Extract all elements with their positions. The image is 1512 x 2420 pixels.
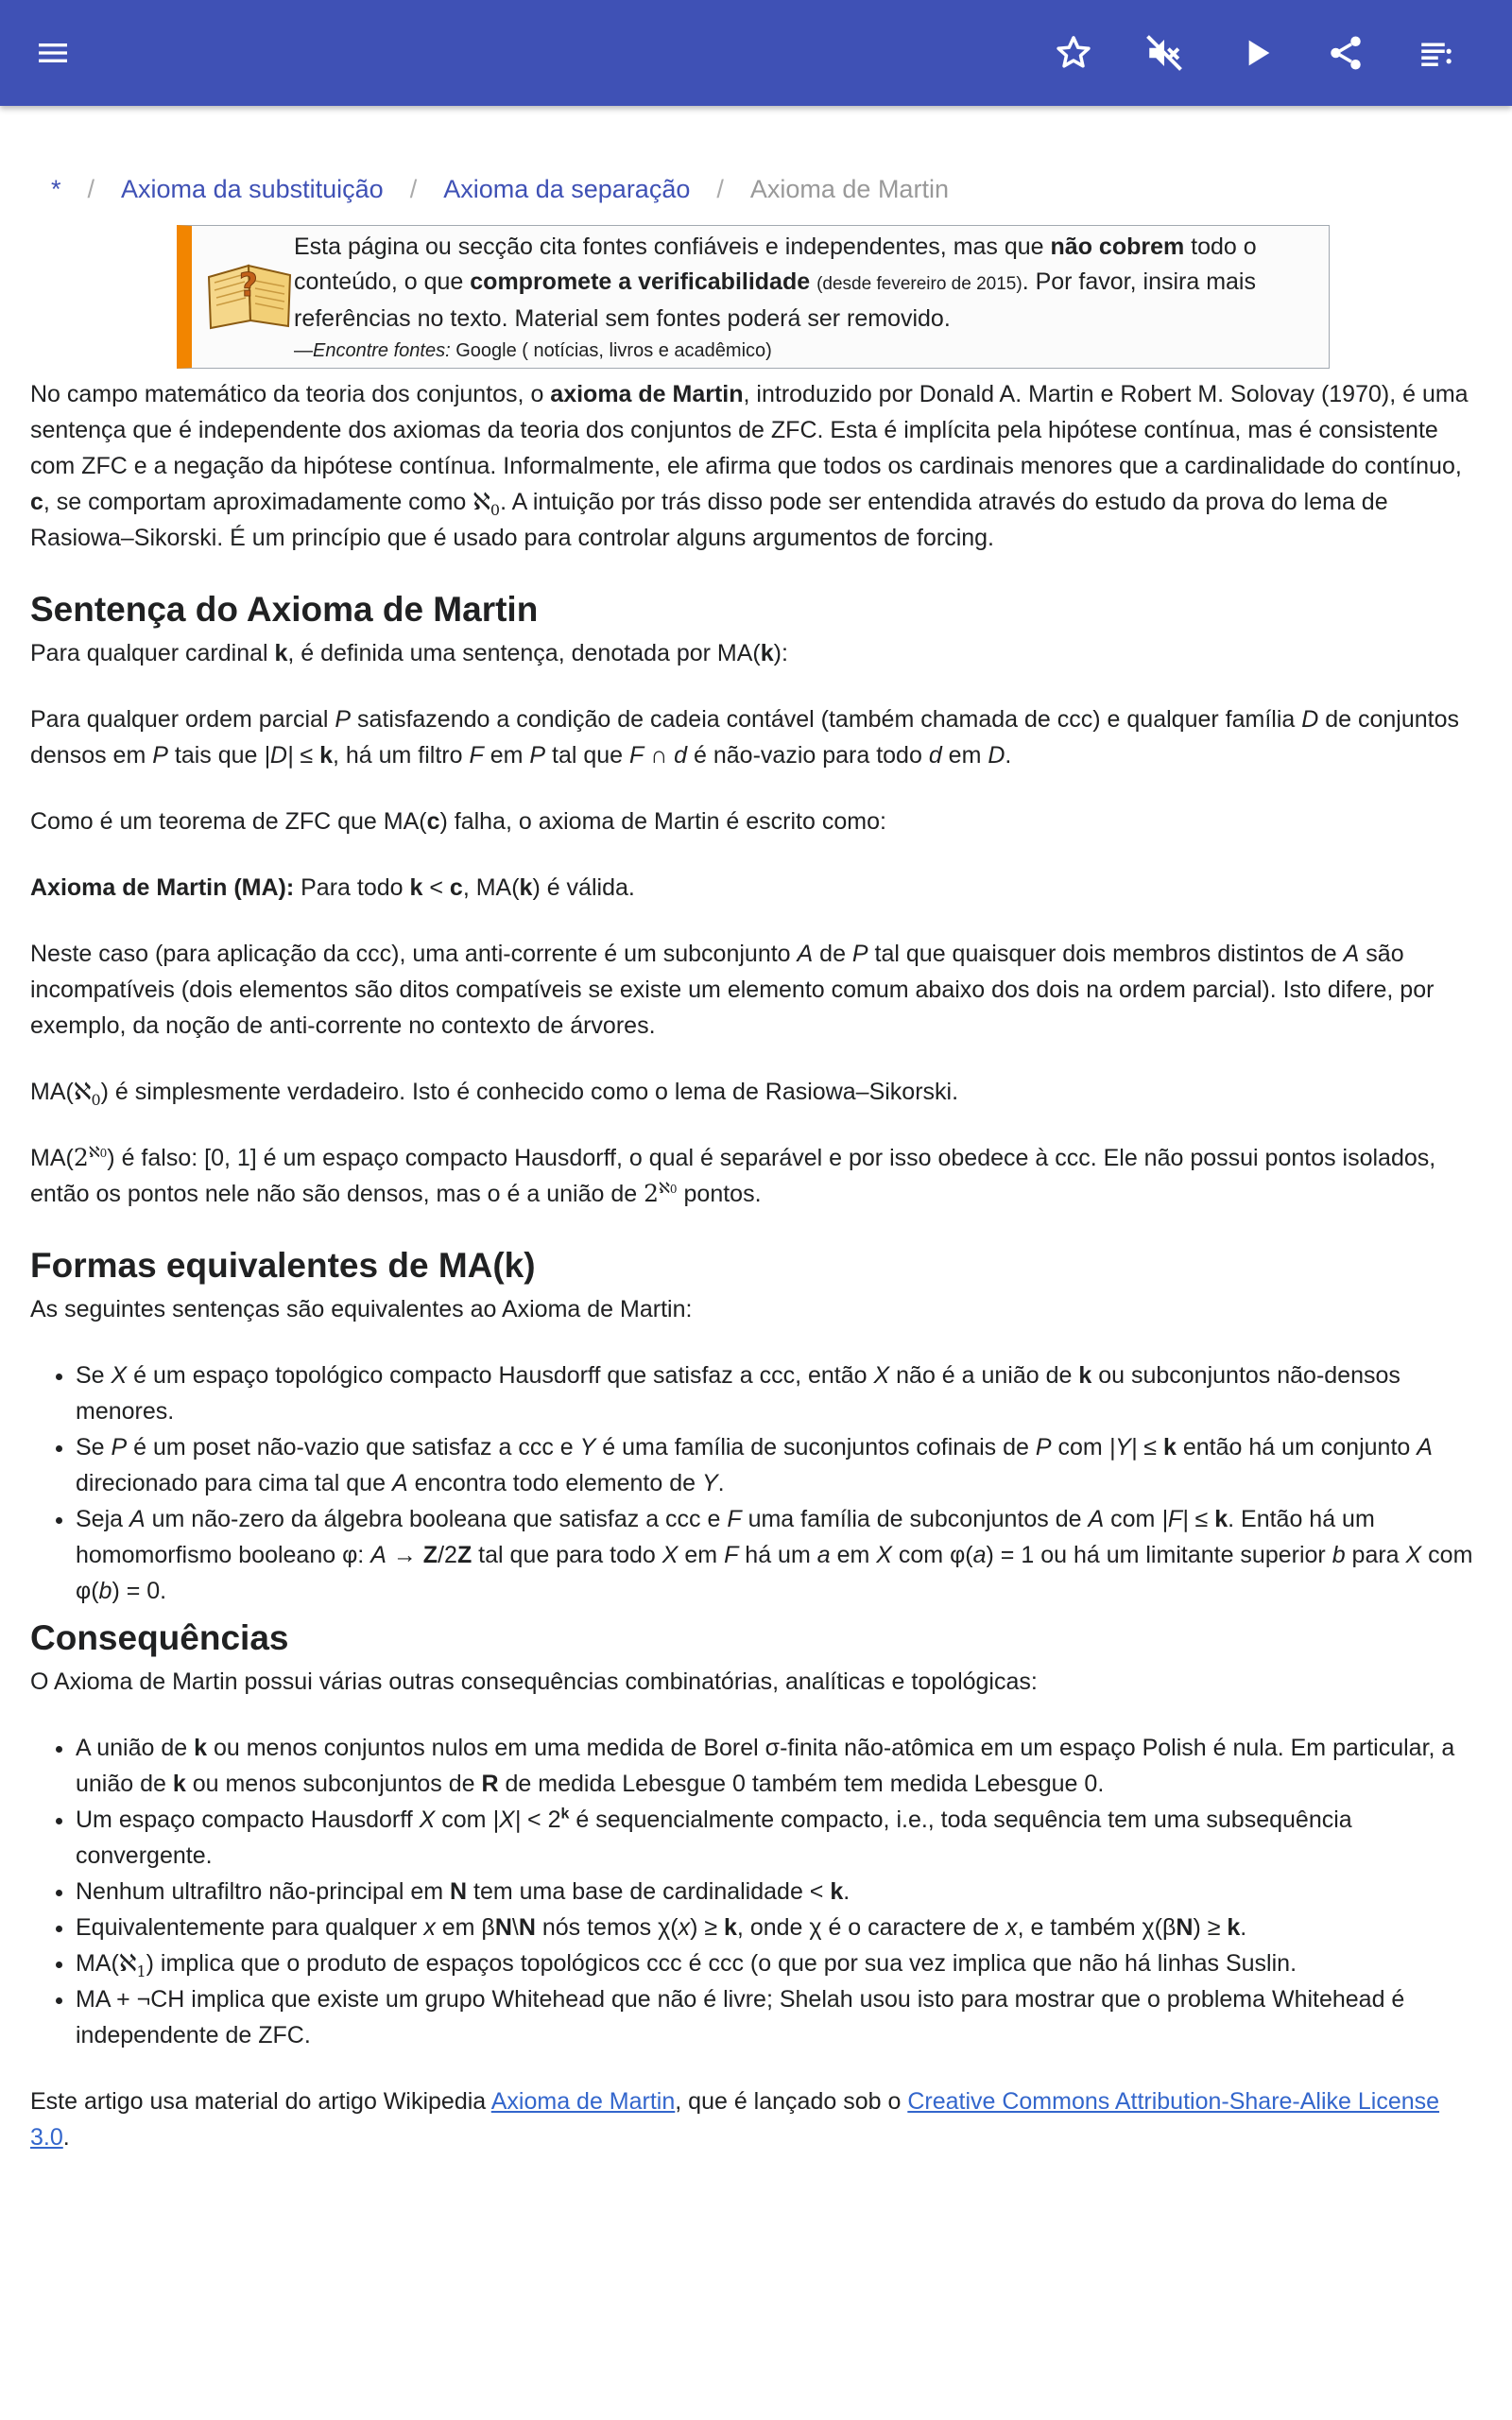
breadcrumb: * / Axioma da substituição / Axioma da separação / Axioma de Martin bbox=[51, 175, 949, 203]
list-item: • Se X é um espaço topológico compacto Hausdorff que satisfaz a ccc, então X não é a união de k ou subconjuntos não-densos menores. bbox=[76, 1357, 1482, 1429]
list-item: • Se P é um poset não-vazio que satisfaz a ccc e Y é uma família de suconjuntos cofinais de P com |Y| ≤ k então há um conjunto A direcionado para cima tal que A encontra todo elemento de Y. bbox=[76, 1429, 1482, 1501]
intro-paragraph: No campo matemático da teoria dos conjuntos, o axioma de Martin, introduzido por Donald A. Martin e Robert M. Solovay (1970), é uma sentença que é independente dos axiomas da teoria dos conjuntos de ZFC. Esta é implícita pela hipótese contínua, mas é consistente com ZFC e a negação da hipótese contínua. Informalmente, ele afirma que todos os cardinais menores que a cardinalidade do contínuo, c, se comportam aproximadamente como ℵ$_0$. A intuição por trás disso pode ser entendida através do estudo da prova do lema de Rasiowa–Sikorski. É um princípio que é usado para controlar alguns argumentos de forcing. bbox=[30, 381, 1469, 551]
notice-text: Esta página ou secção cita fontes confiáveis e independentes, mas que não cobrem todo o conteúdo, o que compromete a verificabilidade (desde fevereiro de 2015). Por favor, insira mais referências no texto. Material sem fontes poderá ser removido. —Encontre fontes: Google ( notícias, livros e acadêmico) bbox=[294, 230, 1324, 365]
sources-links[interactable]: Google ( notícias, livros e acadêmico) bbox=[455, 340, 772, 361]
section-heading-formas: Formas equivalentes de MA(k) bbox=[30, 1246, 536, 1285]
paragraph: Como é um teorema de ZFC que MA(c) falha, o axioma de Martin é escrito como: bbox=[30, 808, 886, 835]
list-item: • Seja A um não-zero da álgebra booleana que satisfaz a ccc e F uma família de subconjuntos de A com |F| ≤ k. Então há um homomorfismo booleano φ: A → Z/2Z tal que para todo X em F há um a em X com φ(a) = 1 ou há um limitante superior b para X com φ(b) = 0. bbox=[76, 1501, 1482, 1609]
sources-notice-box bbox=[177, 225, 1330, 369]
menu-icon[interactable] bbox=[25, 25, 81, 81]
list-item: • A união de k ou menos conjuntos nulos em uma medida de Borel σ-finita não-atômica em um espaço Polish é nula. Em particular, a união de k ou menos subconjuntos de R de medida Lebesgue 0 também tem medida Lebesgue 0. bbox=[76, 1730, 1482, 1802]
paragraph: Para qualquer cardinal k, é definida uma sentença, denotada por MA(k): bbox=[30, 640, 788, 666]
section-heading-consequencias: Consequências bbox=[30, 1618, 289, 1657]
breadcrumb-item-separacao[interactable]: Axioma da separação bbox=[443, 175, 691, 203]
list-item: • MA(ℵ$_1$) implica que o produto de espaços topológicos ccc é ccc (o que por sua vez implica que não há linhas Suslin. bbox=[76, 1945, 1482, 1981]
list-item: • MA + ¬CH implica que existe um grupo Whitehead que não é livre; Shelah usou isto para mostrar que o problema Whitehead é independente de ZFC. bbox=[76, 1981, 1482, 2053]
list-item: • Um espaço compacto Hausdorff X com $|X| < 2^k$ é sequencialmente compacto, i.e., toda sequência tem uma subsequência convergente. bbox=[76, 1802, 1482, 1874]
share-icon[interactable] bbox=[1317, 25, 1374, 81]
paragraph: Neste caso (para aplicação da ccc), uma anti-corrente é um subconjunto A de P tal que quaisquer dois membros distintos de A são incompatíveis (dois elementos são ditos compatíveis se existe um elemento comum abaixo dos dois na ordem parcial). Isto difere, por exemplo, da noção de anti-corrente no contexto de árvores. bbox=[30, 941, 1435, 1039]
app-toolbar bbox=[0, 0, 1512, 106]
equivalent-forms-list bbox=[30, 1357, 1482, 1609]
find-sources: —Encontre fontes: Google ( notícias, livros e acadêmico) bbox=[294, 340, 772, 361]
star-icon[interactable] bbox=[1045, 25, 1102, 81]
paragraph: $MA(2^{ℵ0})$ é falso: [0, 1] é um espaço compacto Hausdorff, o qual é separável e por isso obedece à ccc. Ele não possui pontos isolados, então os pontos nele não são densos, mas o é a união de $2^{ℵ0}$ pontos. bbox=[30, 1142, 1436, 1207]
paragraph: As seguintes sentenças são equivalentes ao Axioma de Martin: bbox=[30, 1296, 693, 1322]
list-item: • Nenhum ultrafiltro não-principal em N tem uma base de cardinalidade < k. bbox=[76, 1874, 1482, 1910]
consequences-list bbox=[30, 1730, 1482, 2053]
list-item: • Equivalentemente para qualquer x em βN\N nós temos χ(x) ≥ k, onde χ é o caractere de x, e também χ(βN) ≥ k. bbox=[76, 1910, 1482, 1945]
source-article-link[interactable]: Axioma de Martin bbox=[490, 2088, 676, 2115]
paragraph: MA(ℵ$_0$) é simplesmente verdadeiro. Isto é conhecido como o lema de Rasiowa–Sikorski. bbox=[30, 1078, 959, 1109]
svg-text:?: ? bbox=[239, 267, 258, 304]
paragraph: Axioma de Martin (MA): Para todo k < c, MA(k) é válida. bbox=[30, 874, 635, 901]
play-icon[interactable] bbox=[1228, 25, 1285, 81]
license-footer: Este artigo usa material do artigo Wikipedia Axioma de Martin, que é lançado sob o Creative Commons Attribution-Share-Alike License 3.0. bbox=[30, 2088, 1440, 2151]
section-heading-sentenca: Sentença do Axioma de Martin bbox=[30, 590, 539, 629]
book-question-icon bbox=[205, 258, 296, 330]
breadcrumb-item-substituicao[interactable]: Axioma da substituição bbox=[121, 175, 384, 203]
mute-icon[interactable] bbox=[1136, 25, 1193, 81]
article bbox=[30, 142, 1482, 2186]
playlist-icon[interactable] bbox=[1408, 25, 1465, 81]
breadcrumb-home[interactable]: * bbox=[51, 175, 61, 203]
license-link[interactable]: Creative Commons Attribution-Share-Alike License 3.0 bbox=[30, 2088, 1440, 2151]
breadcrumb-current: Axioma de Martin bbox=[749, 175, 949, 203]
paragraph: O Axioma de Martin possui várias outras consequências combinatórias, analíticas e topológicas: bbox=[30, 1668, 1038, 1695]
paragraph: Para qualquer ordem parcial P satisfazendo a condição de cadeia contável (também chamada de ccc) e qualquer família D de conjuntos densos em P tais que |D| ≤ k, há um filtro F em P tal que F ∩ d é não-vazio para todo d em D. bbox=[30, 706, 1460, 769]
